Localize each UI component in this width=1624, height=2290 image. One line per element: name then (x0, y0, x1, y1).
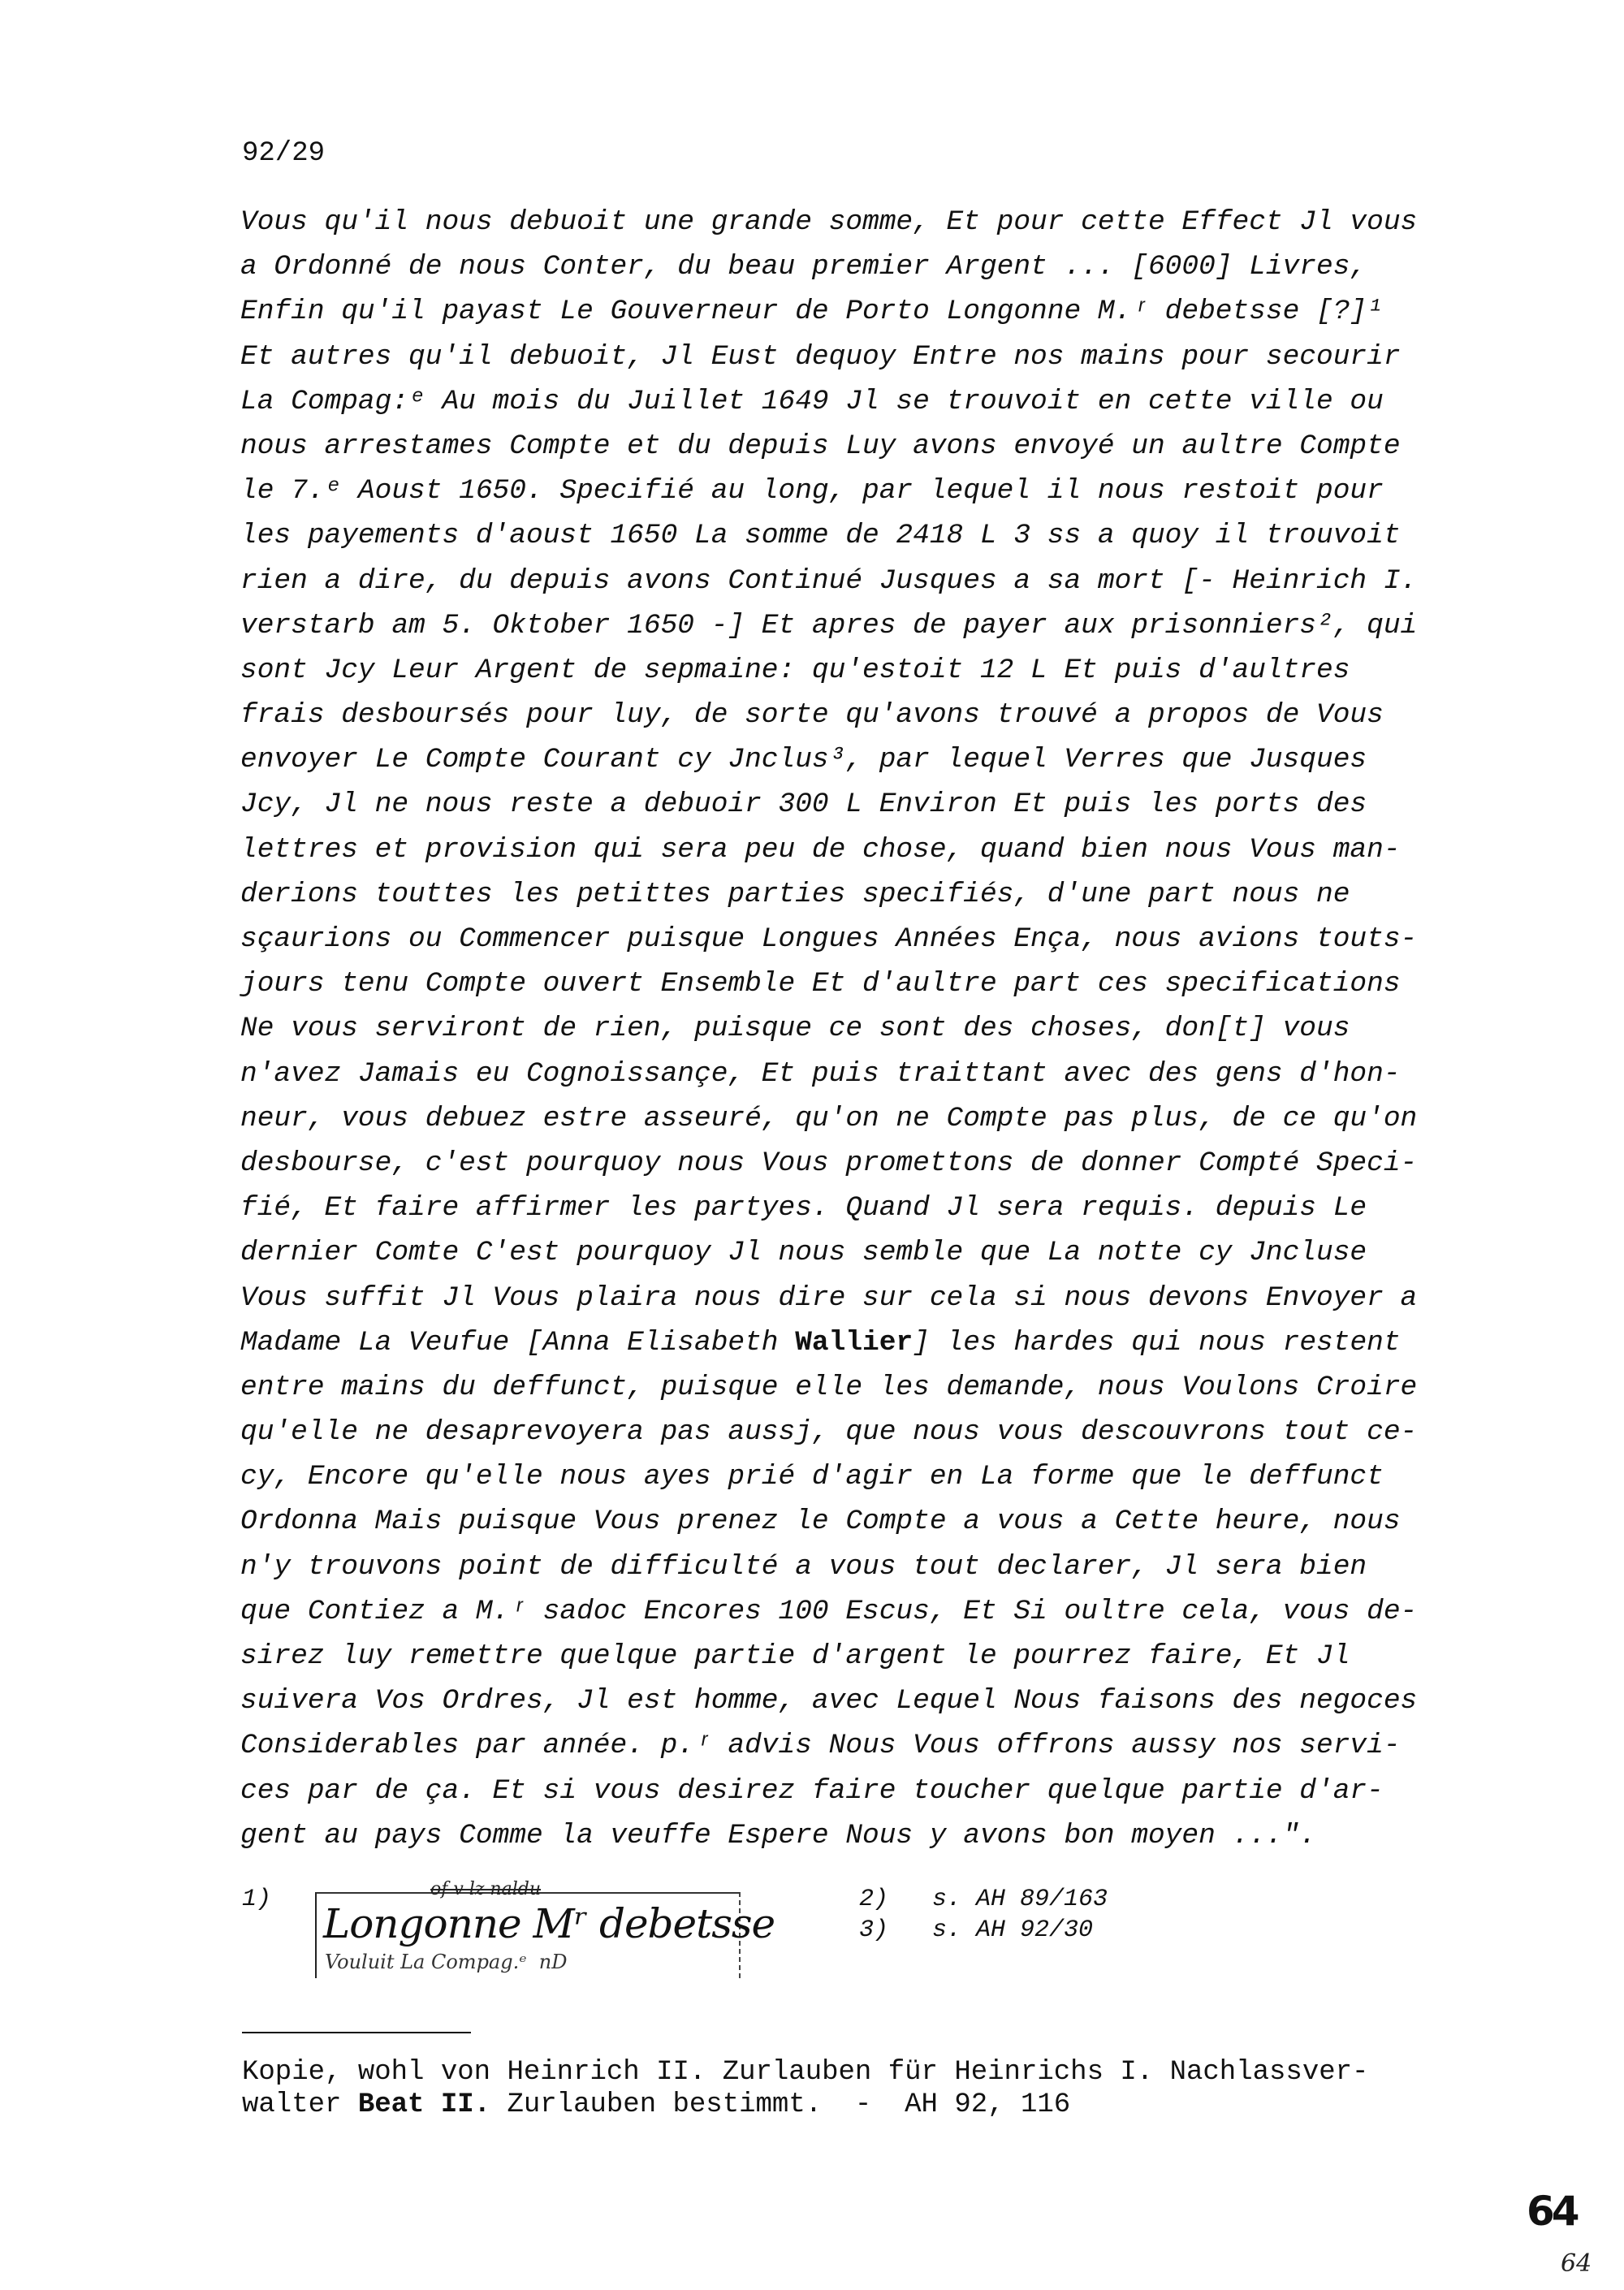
text-line: fié, Et faire affirmer les partyes. Quand Jl sera requis. depuis Le (240, 1192, 1367, 1225)
footnote-2: 2) s. AH 89/163 (859, 1886, 1108, 1913)
text-line-with-name (240, 1320, 1491, 1365)
text-line: La Compag:ᵉ Au mois du Juillet 1649 Jl se trouvoit en cette ville ou (240, 385, 1384, 417)
clipping-bottom-text: Vouluit La Compag.ᵉ nD (325, 1951, 568, 1973)
text-line: lettres et provision qui sera peu de chose, quand bien nous Vous man- (240, 833, 1401, 866)
archival-note-line-1: Kopie, wohl von Heinrich II. Zurlauben für Heinrichs I. Nachlassver- (242, 2057, 1369, 2088)
text-line: jours tenu Compte ouvert Ensemble Et d'aultre part ces specifications (240, 968, 1401, 1000)
text-line: envoyer Le Compte Courant cy Jnclus³, par lequel Verres que Jusques (240, 744, 1367, 776)
text-line: Ne vous serviront de rien, puisque ce sont des choses, don[t] vous (240, 1013, 1350, 1045)
person-name-beat: Beat II. (357, 2089, 491, 2120)
text-line: suivera Vos Ordres, Jl est homme, avec Lequel Nous faisons des negoces (240, 1685, 1418, 1718)
text-line: derions touttes les petittes parties specifiés, d'une part nous ne (240, 878, 1350, 910)
text-line: le 7.ᵉ Aoust 1650. Specifié au long, par lequel il nous restoit pour (240, 475, 1384, 508)
text-line: Jcy, Jl ne nous reste a debuoir 300 L Environ Et puis les ports des (240, 789, 1367, 821)
folio-number-stamp: 64 (1527, 2188, 1577, 2235)
page-number: 92/29 (242, 138, 326, 169)
line-tail: ] les hardes qui nous restent (913, 1326, 1401, 1359)
text-line: qu'elle ne desaprevoyera pas aussj, que nous vous descouvrons tout ce- (240, 1416, 1418, 1449)
text-line: Ordonna Mais puisque Vous prenez le Compte a vous a Cette heure, nous (240, 1506, 1401, 1538)
text-line: sçaurions ou Commencer puisque Longues Années Ença, nous avions touts- (240, 923, 1418, 955)
text-line: sont Jcy Leur Argent de sepmaine: qu'estoit 12 L Et puis d'aultres (240, 654, 1350, 686)
text-line: Vous suffit Jl Vous plaira nous dire sur cela si nous devons Envoyer a (240, 1281, 1418, 1314)
text-line: frais desboursés pour luy, de sorte qu'avons trouvé a propos de Vous (240, 699, 1384, 732)
text-line: que Contiez a M.ʳ sadoc Encores 100 Escus, Et Si oultre cela, vous de- (240, 1595, 1418, 1627)
text-line: gent au pays Comme la veuffe Espere Nous y avons bon moyen ...". (240, 1819, 1317, 1851)
text-line: n'y trouvons point de difficulté a vous tout declarer, Jl sera bien (240, 1550, 1367, 1583)
text-line: a Ordonné de nous Conter, du beau premier Argent ... [6000] Livres, (240, 251, 1367, 283)
archival-note-line-2 (242, 2089, 1368, 2121)
text-line: Enfin qu'il payast Le Gouverneur de Porto Longonne M.ʳ debetsse [?]¹ (240, 296, 1384, 328)
text-line: n'avez Jamais eu Cognoissançe, Et puis traittant avec des gens d'hon- (240, 1057, 1401, 1090)
footnote-3: 3) s. AH 92/30 (859, 1916, 1094, 1944)
handwritten-clipping (309, 1879, 775, 1985)
text-line: entre mains du deffunct, puisque elle les demande, nous Voulons Croire (240, 1371, 1418, 1403)
line-start: Madame La Veufue [Anna Elisabeth (240, 1326, 796, 1359)
text-line: ces par de ça. Et si vous desirez faire toucher quelque partie d'ar- (240, 1774, 1384, 1807)
archival-note (242, 2056, 1368, 2121)
clipping-top-text: of v lz naldu (430, 1879, 541, 1899)
text-line: cy, Encore qu'elle nous ayes prié d'agir en La forme que le deffunct (240, 1461, 1384, 1493)
text-line: rien a dire, du depuis avons Continué Jusques a sa mort [- Heinrich I. (240, 564, 1418, 597)
note-text: walter (242, 2089, 358, 2120)
text-line: desbourse, c'est pourquoy nous Vous promettons de donner Compté Speci- (240, 1147, 1418, 1179)
footer-divider (242, 2032, 471, 2033)
text-line: les payements d'aoust 1650 La somme de 2418 L 3 ss a quoy il trouvoit (240, 520, 1401, 552)
text-line: nous arrestames Compte et du depuis Luy avons envoyé un aultre Compte (240, 430, 1401, 462)
person-name-wallier: Wallier (795, 1326, 914, 1359)
folio-number-handwritten: 64 (1561, 2249, 1592, 2278)
note-text: Zurlauben bestimmt. - AH 92, 116 (490, 2089, 1071, 2120)
text-line: Et autres qu'il debuoit, Jl Eust dequoy Entre nos mains pour secourir (240, 340, 1401, 373)
clipping-main-text: Longonne Mʳ debetsse (323, 1900, 775, 1947)
text-line: Considerables par année. p.ʳ advis Nous Vous offrons aussy nos servi- (240, 1730, 1401, 1762)
text-line: dernier Comte C'est pourquoy Jl nous semble que La notte cy Jncluse (240, 1237, 1367, 1269)
transcription-body (240, 200, 1491, 1858)
text-line: neur, vous debuez estre asseuré, qu'on ne Compte pas plus, de ce qu'on (240, 1102, 1418, 1134)
text-line: Vous qu'il nous debuoit une grande somme, Et pour cette Effect Jl vous (240, 206, 1418, 238)
text-line: verstarb am 5. Oktober 1650 -] Et apres de payer aux prisonniers², qui (240, 609, 1418, 642)
text-line: sirez luy remettre quelque partie d'argent le pourrez faire, Et Jl (240, 1640, 1350, 1672)
footnote-1-label: 1) (242, 1886, 272, 1913)
